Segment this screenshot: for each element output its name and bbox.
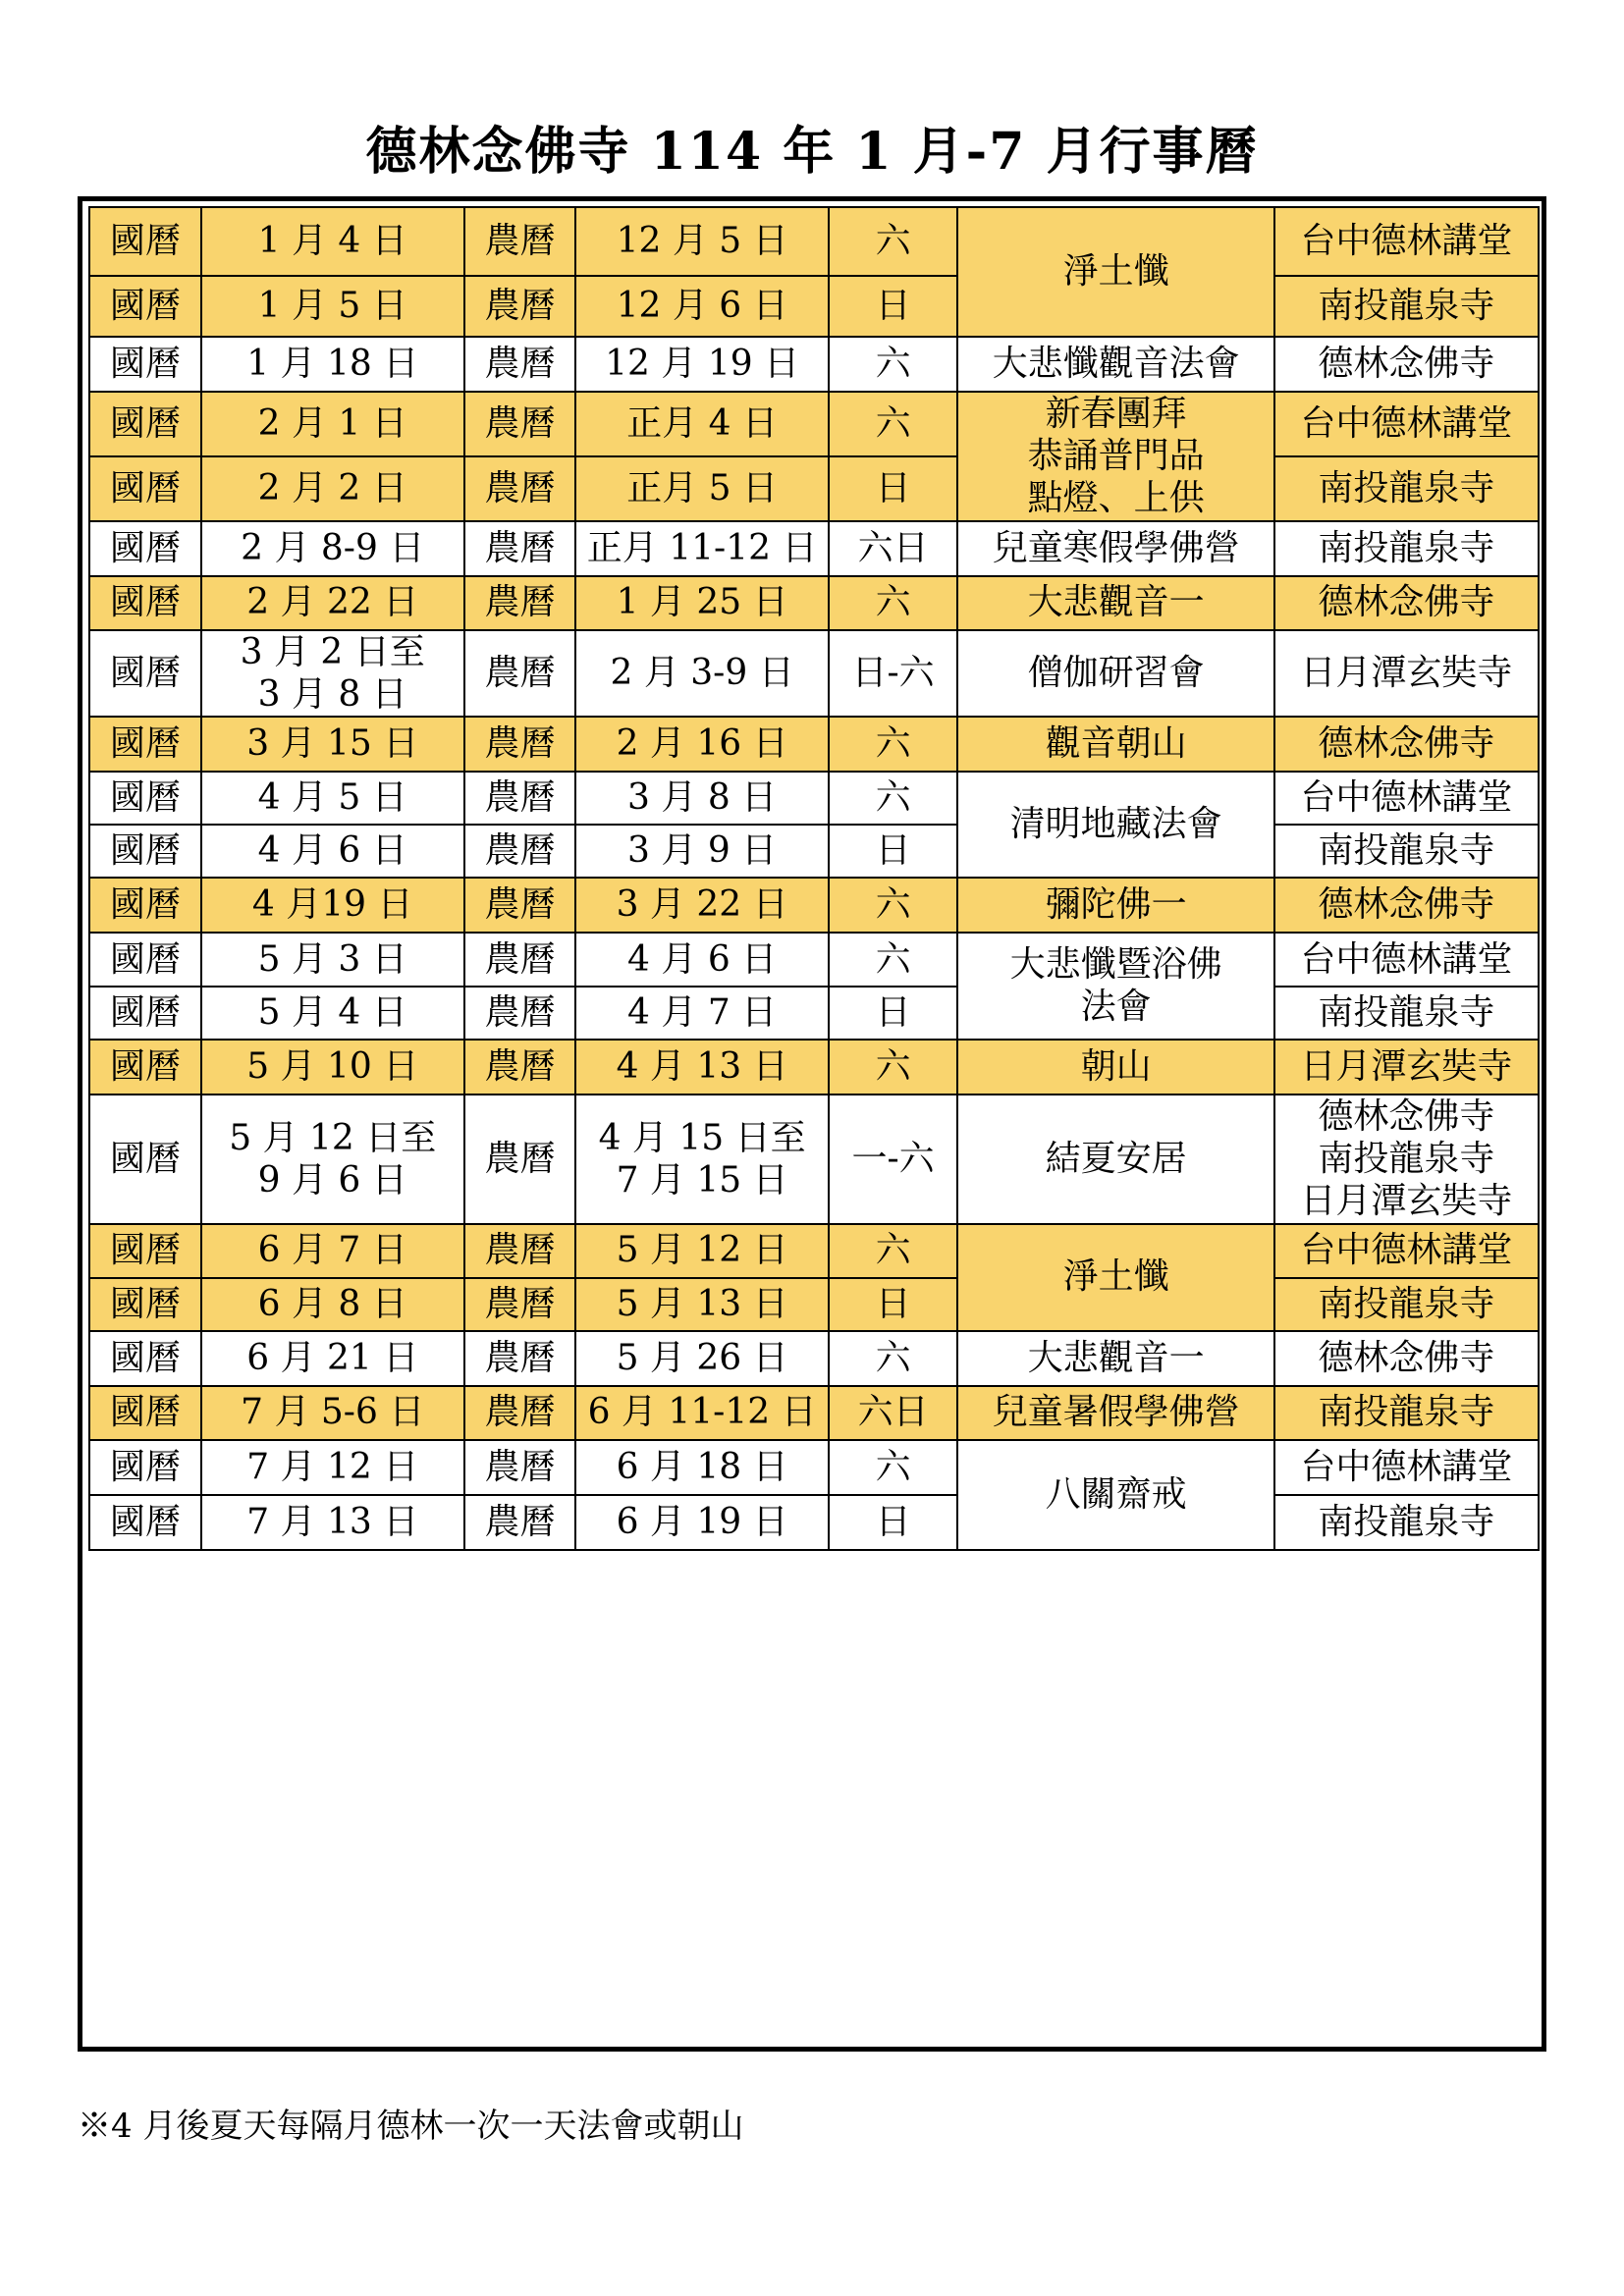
event-name xyxy=(957,933,1273,1040)
location-line: 德林念佛寺 xyxy=(1318,884,1495,926)
lunar-date xyxy=(575,878,828,933)
event-name-line: 僧伽研習會 xyxy=(1027,653,1205,694)
gregorian-label: 國曆 xyxy=(89,630,201,717)
lunar-date-line: 3 月 8 日 xyxy=(627,777,778,819)
weekday: 六 xyxy=(829,392,958,456)
location xyxy=(1274,207,1539,276)
gregorian-date xyxy=(201,825,464,878)
weekday: 一-六 xyxy=(829,1095,958,1224)
location xyxy=(1274,717,1539,772)
table-row xyxy=(89,576,1539,630)
location xyxy=(1274,1224,1539,1278)
table-row xyxy=(89,772,1539,825)
lunar-date xyxy=(575,392,828,456)
event-name-line: 法會 xyxy=(1080,987,1152,1028)
gregorian-date xyxy=(201,456,464,521)
gregorian-date-line: 7 月 5-6 日 xyxy=(241,1392,425,1433)
table-row xyxy=(89,987,1539,1040)
gregorian-date xyxy=(201,630,464,717)
weekday: 日 xyxy=(829,1278,958,1331)
location xyxy=(1274,1440,1539,1495)
location xyxy=(1274,825,1539,878)
gregorian-label: 國曆 xyxy=(89,717,201,772)
location xyxy=(1274,878,1539,933)
gregorian-date-line: 7 月 12 日 xyxy=(246,1446,419,1487)
location xyxy=(1274,1331,1539,1386)
event-name-line: 大悲懺暨浴佛 xyxy=(1009,944,1222,986)
lunar-label: 農曆 xyxy=(464,1224,576,1278)
lunar-label: 農曆 xyxy=(464,1495,576,1550)
lunar-date xyxy=(575,1440,828,1495)
weekday: 六 xyxy=(829,1224,958,1278)
event-name-line: 八關齋戒 xyxy=(1045,1473,1187,1515)
event-name xyxy=(957,1440,1273,1550)
gregorian-label: 國曆 xyxy=(89,878,201,933)
weekday: 六 xyxy=(829,772,958,825)
gregorian-label: 國曆 xyxy=(89,825,201,878)
table-row xyxy=(89,276,1539,337)
event-name xyxy=(957,878,1273,933)
gregorian-label: 國曆 xyxy=(89,1495,201,1550)
table-row xyxy=(89,1331,1539,1386)
gregorian-date xyxy=(201,1495,464,1550)
lunar-date xyxy=(575,772,828,825)
event-name xyxy=(957,207,1273,337)
lunar-date-line: 6 月 19 日 xyxy=(616,1501,788,1542)
location-line: 德林念佛寺 xyxy=(1318,1095,1495,1137)
gregorian-date-line: 4 月19 日 xyxy=(251,884,413,926)
lunar-label: 農曆 xyxy=(464,1440,576,1495)
event-name-line: 淨土懺 xyxy=(1062,1256,1169,1298)
gregorian-date-line: 1 月 5 日 xyxy=(257,286,407,327)
lunar-date-line: 4 月 6 日 xyxy=(627,938,778,980)
lunar-date-line: 正月 11-12 日 xyxy=(586,527,818,568)
event-name-line: 淨土懺 xyxy=(1062,251,1169,293)
weekday: 六日 xyxy=(829,1386,958,1440)
event-name xyxy=(957,717,1273,772)
lunar-date-line: 5 月 13 日 xyxy=(616,1283,788,1324)
lunar-date xyxy=(575,207,828,276)
lunar-label: 農曆 xyxy=(464,1040,576,1095)
gregorian-date-line: 4 月 6 日 xyxy=(257,830,407,872)
lunar-date xyxy=(575,825,828,878)
event-name xyxy=(957,772,1273,878)
gregorian-label: 國曆 xyxy=(89,1278,201,1331)
gregorian-label: 國曆 xyxy=(89,276,201,337)
gregorian-date xyxy=(201,772,464,825)
lunar-date-line: 3 月 9 日 xyxy=(627,830,778,872)
gregorian-date-line: 3 月 8 日 xyxy=(257,673,407,715)
weekday: 六日 xyxy=(829,521,958,576)
gregorian-date-line: 5 月 10 日 xyxy=(246,1046,419,1088)
table-row xyxy=(89,1095,1539,1224)
gregorian-label: 國曆 xyxy=(89,576,201,630)
location xyxy=(1274,987,1539,1040)
lunar-date xyxy=(575,337,828,392)
table-row xyxy=(89,1040,1539,1095)
lunar-label: 農曆 xyxy=(464,878,576,933)
gregorian-date xyxy=(201,521,464,576)
location-line: 德林念佛寺 xyxy=(1318,1337,1495,1378)
event-name xyxy=(957,392,1273,521)
table-row xyxy=(89,392,1539,456)
location-line: 台中德林講堂 xyxy=(1300,777,1513,819)
lunar-date xyxy=(575,456,828,521)
lunar-date xyxy=(575,1331,828,1386)
gregorian-date-line: 3 月 15 日 xyxy=(246,723,419,765)
location xyxy=(1274,456,1539,521)
gregorian-date xyxy=(201,576,464,630)
weekday: 六 xyxy=(829,878,958,933)
gregorian-date-line: 4 月 5 日 xyxy=(257,777,407,819)
lunar-date-line: 5 月 26 日 xyxy=(616,1337,788,1378)
lunar-date xyxy=(575,521,828,576)
weekday: 六 xyxy=(829,337,958,392)
table-row xyxy=(89,337,1539,392)
location-line: 德林念佛寺 xyxy=(1318,344,1495,385)
table-row xyxy=(89,521,1539,576)
lunar-date xyxy=(575,987,828,1040)
lunar-date xyxy=(575,717,828,772)
gregorian-date-line: 2 月 1 日 xyxy=(257,403,407,445)
gregorian-date-line: 6 月 8 日 xyxy=(257,1283,407,1324)
gregorian-date-line: 5 月 3 日 xyxy=(257,938,407,980)
table-row xyxy=(89,207,1539,276)
lunar-label: 農曆 xyxy=(464,456,576,521)
location-line: 南投龍泉寺 xyxy=(1318,1139,1495,1180)
gregorian-date xyxy=(201,1278,464,1331)
weekday: 日 xyxy=(829,456,958,521)
lunar-date xyxy=(575,1278,828,1331)
gregorian-date xyxy=(201,933,464,987)
location-line: 德林念佛寺 xyxy=(1318,582,1495,623)
lunar-label: 農曆 xyxy=(464,1095,576,1224)
table-row xyxy=(89,1495,1539,1550)
gregorian-date-line: 1 月 4 日 xyxy=(257,221,407,262)
event-name-line: 大悲懺觀音法會 xyxy=(992,344,1240,385)
weekday: 六 xyxy=(829,207,958,276)
gregorian-label: 國曆 xyxy=(89,1386,201,1440)
location-line: 南投龍泉寺 xyxy=(1318,286,1495,327)
lunar-label: 農曆 xyxy=(464,717,576,772)
lunar-label: 農曆 xyxy=(464,987,576,1040)
lunar-label: 農曆 xyxy=(464,392,576,456)
weekday: 日-六 xyxy=(829,630,958,717)
location xyxy=(1274,276,1539,337)
gregorian-date-line: 3 月 2 日至 xyxy=(240,631,425,672)
gregorian-date xyxy=(201,207,464,276)
gregorian-date-line: 6 月 7 日 xyxy=(257,1230,407,1271)
weekday: 日 xyxy=(829,825,958,878)
event-name xyxy=(957,1095,1273,1224)
lunar-date xyxy=(575,933,828,987)
gregorian-label: 國曆 xyxy=(89,1224,201,1278)
table-row xyxy=(89,630,1539,717)
table-row xyxy=(89,456,1539,521)
lunar-date xyxy=(575,1095,828,1224)
gregorian-label: 國曆 xyxy=(89,337,201,392)
gregorian-label: 國曆 xyxy=(89,392,201,456)
page-title: 德林念佛寺 114 年 1 月-7 月行事曆 xyxy=(365,122,1259,182)
lunar-date xyxy=(575,576,828,630)
weekday: 六 xyxy=(829,1040,958,1095)
lunar-date-line: 12 月 5 日 xyxy=(616,221,788,262)
lunar-date-line: 1 月 25 日 xyxy=(616,582,788,623)
location xyxy=(1274,933,1539,987)
location-line: 南投龍泉寺 xyxy=(1318,1392,1495,1433)
gregorian-label: 國曆 xyxy=(89,1095,201,1224)
gregorian-date xyxy=(201,878,464,933)
event-name xyxy=(957,1224,1273,1331)
table-row xyxy=(89,1440,1539,1495)
table-row xyxy=(89,1386,1539,1440)
event-name xyxy=(957,630,1273,717)
location-line: 台中德林講堂 xyxy=(1300,1446,1513,1487)
lunar-date xyxy=(575,1040,828,1095)
weekday: 日 xyxy=(829,276,958,337)
lunar-date-line: 2 月 16 日 xyxy=(616,723,788,765)
lunar-date-line: 6 月 11-12 日 xyxy=(587,1392,817,1433)
lunar-label: 農曆 xyxy=(464,1386,576,1440)
weekday: 日 xyxy=(829,987,958,1040)
event-name xyxy=(957,576,1273,630)
gregorian-date xyxy=(201,337,464,392)
location xyxy=(1274,337,1539,392)
gregorian-date xyxy=(201,987,464,1040)
location xyxy=(1274,772,1539,825)
event-name-line: 點燈、上供 xyxy=(1027,478,1205,519)
gregorian-label: 國曆 xyxy=(89,521,201,576)
event-name xyxy=(957,337,1273,392)
event-name-line: 清明地藏法會 xyxy=(1009,804,1222,845)
lunar-date-line: 12 月 19 日 xyxy=(605,344,800,385)
lunar-date xyxy=(575,1386,828,1440)
location-line: 台中德林講堂 xyxy=(1300,938,1513,980)
lunar-date-line: 4 月 15 日至 xyxy=(598,1117,806,1158)
event-name-line: 大悲觀音一 xyxy=(1027,582,1205,623)
lunar-date-line: 6 月 18 日 xyxy=(616,1446,788,1487)
gregorian-date-line: 2 月 2 日 xyxy=(257,468,407,509)
event-name xyxy=(957,521,1273,576)
event-name-line: 新春團拜 xyxy=(1045,394,1187,434)
location-line: 日月潭玄奘寺 xyxy=(1300,1181,1513,1222)
location-line: 南投龍泉寺 xyxy=(1318,992,1495,1034)
lunar-date-line: 正月 5 日 xyxy=(626,468,778,509)
location-line: 台中德林講堂 xyxy=(1300,403,1513,445)
location-line: 台中德林講堂 xyxy=(1300,221,1513,262)
location-line: 日月潭玄奘寺 xyxy=(1300,1046,1513,1088)
location xyxy=(1274,392,1539,456)
gregorian-label: 國曆 xyxy=(89,207,201,276)
location xyxy=(1274,1495,1539,1550)
lunar-date-line: 12 月 6 日 xyxy=(616,286,788,327)
lunar-date xyxy=(575,1495,828,1550)
event-name-line: 觀音朝山 xyxy=(1045,723,1187,765)
lunar-date-line: 3 月 22 日 xyxy=(616,884,788,926)
gregorian-date-line: 5 月 12 日至 xyxy=(229,1117,437,1158)
location xyxy=(1274,630,1539,717)
location xyxy=(1274,1386,1539,1440)
lunar-date-line: 2 月 3-9 日 xyxy=(610,653,794,694)
lunar-date-line: 5 月 12 日 xyxy=(616,1230,788,1271)
lunar-date xyxy=(575,630,828,717)
location-line: 台中德林講堂 xyxy=(1300,1230,1513,1271)
lunar-date xyxy=(575,276,828,337)
event-name-line: 彌陀佛一 xyxy=(1045,884,1187,926)
calendar-table xyxy=(88,206,1540,1551)
lunar-label: 農曆 xyxy=(464,772,576,825)
gregorian-date-line: 2 月 8-9 日 xyxy=(241,527,425,568)
lunar-label: 農曆 xyxy=(464,276,576,337)
table-row xyxy=(89,1278,1539,1331)
gregorian-date xyxy=(201,1331,464,1386)
location-line: 南投龍泉寺 xyxy=(1318,527,1495,568)
weekday: 六 xyxy=(829,933,958,987)
gregorian-date xyxy=(201,276,464,337)
lunar-label: 農曆 xyxy=(464,1331,576,1386)
gregorian-label: 國曆 xyxy=(89,772,201,825)
location-line: 南投龍泉寺 xyxy=(1318,468,1495,509)
gregorian-date xyxy=(201,1224,464,1278)
location xyxy=(1274,576,1539,630)
weekday: 六 xyxy=(829,717,958,772)
event-name-line: 大悲觀音一 xyxy=(1027,1337,1205,1378)
gregorian-date-line: 7 月 13 日 xyxy=(246,1501,419,1542)
weekday: 六 xyxy=(829,1440,958,1495)
gregorian-label: 國曆 xyxy=(89,1040,201,1095)
lunar-date-line: 正月 4 日 xyxy=(626,403,778,445)
gregorian-date-line: 6 月 21 日 xyxy=(246,1337,419,1378)
gregorian-date xyxy=(201,1386,464,1440)
gregorian-date-line: 5 月 4 日 xyxy=(257,992,407,1034)
table-row xyxy=(89,825,1539,878)
table-row xyxy=(89,1224,1539,1278)
gregorian-label: 國曆 xyxy=(89,456,201,521)
event-name xyxy=(957,1331,1273,1386)
gregorian-label: 國曆 xyxy=(89,987,201,1040)
lunar-label: 農曆 xyxy=(464,1278,576,1331)
gregorian-date-line: 9 月 6 日 xyxy=(257,1159,407,1201)
lunar-date-line: 4 月 13 日 xyxy=(616,1046,788,1088)
lunar-label: 農曆 xyxy=(464,933,576,987)
lunar-date-line: 7 月 15 日 xyxy=(616,1159,788,1201)
footnote: ※4 月後夏天每隔月德林一次一天法會或朝山 xyxy=(78,2107,744,2146)
gregorian-label: 國曆 xyxy=(89,1440,201,1495)
weekday: 日 xyxy=(829,1495,958,1550)
gregorian-date xyxy=(201,1040,464,1095)
location xyxy=(1274,521,1539,576)
location xyxy=(1274,1040,1539,1095)
location-line: 德林念佛寺 xyxy=(1318,723,1495,765)
location xyxy=(1274,1095,1539,1224)
location-line: 南投龍泉寺 xyxy=(1318,1501,1495,1542)
table-row xyxy=(89,717,1539,772)
event-name-line: 兒童寒假學佛營 xyxy=(992,527,1240,568)
lunar-label: 農曆 xyxy=(464,207,576,276)
lunar-date-line: 4 月 7 日 xyxy=(627,992,778,1034)
lunar-label: 農曆 xyxy=(464,521,576,576)
location-line: 日月潭玄奘寺 xyxy=(1300,653,1513,694)
event-name-line: 結夏安居 xyxy=(1045,1139,1187,1180)
lunar-label: 農曆 xyxy=(464,337,576,392)
lunar-label: 農曆 xyxy=(464,576,576,630)
event-name-line: 兒童暑假學佛營 xyxy=(992,1392,1240,1433)
event-name-line: 恭誦普門品 xyxy=(1027,436,1205,477)
gregorian-date xyxy=(201,1440,464,1495)
gregorian-date xyxy=(201,1095,464,1224)
table-row xyxy=(89,933,1539,987)
gregorian-date xyxy=(201,717,464,772)
lunar-label: 農曆 xyxy=(464,630,576,717)
lunar-label: 農曆 xyxy=(464,825,576,878)
gregorian-label: 國曆 xyxy=(89,1331,201,1386)
gregorian-date-line: 1 月 18 日 xyxy=(246,344,419,385)
gregorian-label: 國曆 xyxy=(89,933,201,987)
weekday: 六 xyxy=(829,1331,958,1386)
gregorian-date-line: 2 月 22 日 xyxy=(246,582,419,623)
gregorian-date xyxy=(201,392,464,456)
table-row xyxy=(89,878,1539,933)
location-line: 南投龍泉寺 xyxy=(1318,830,1495,872)
event-name xyxy=(957,1386,1273,1440)
lunar-date xyxy=(575,1224,828,1278)
event-name xyxy=(957,1040,1273,1095)
location-line: 南投龍泉寺 xyxy=(1318,1283,1495,1324)
event-name-line: 朝山 xyxy=(1080,1046,1152,1088)
location xyxy=(1274,1278,1539,1331)
weekday: 六 xyxy=(829,576,958,630)
